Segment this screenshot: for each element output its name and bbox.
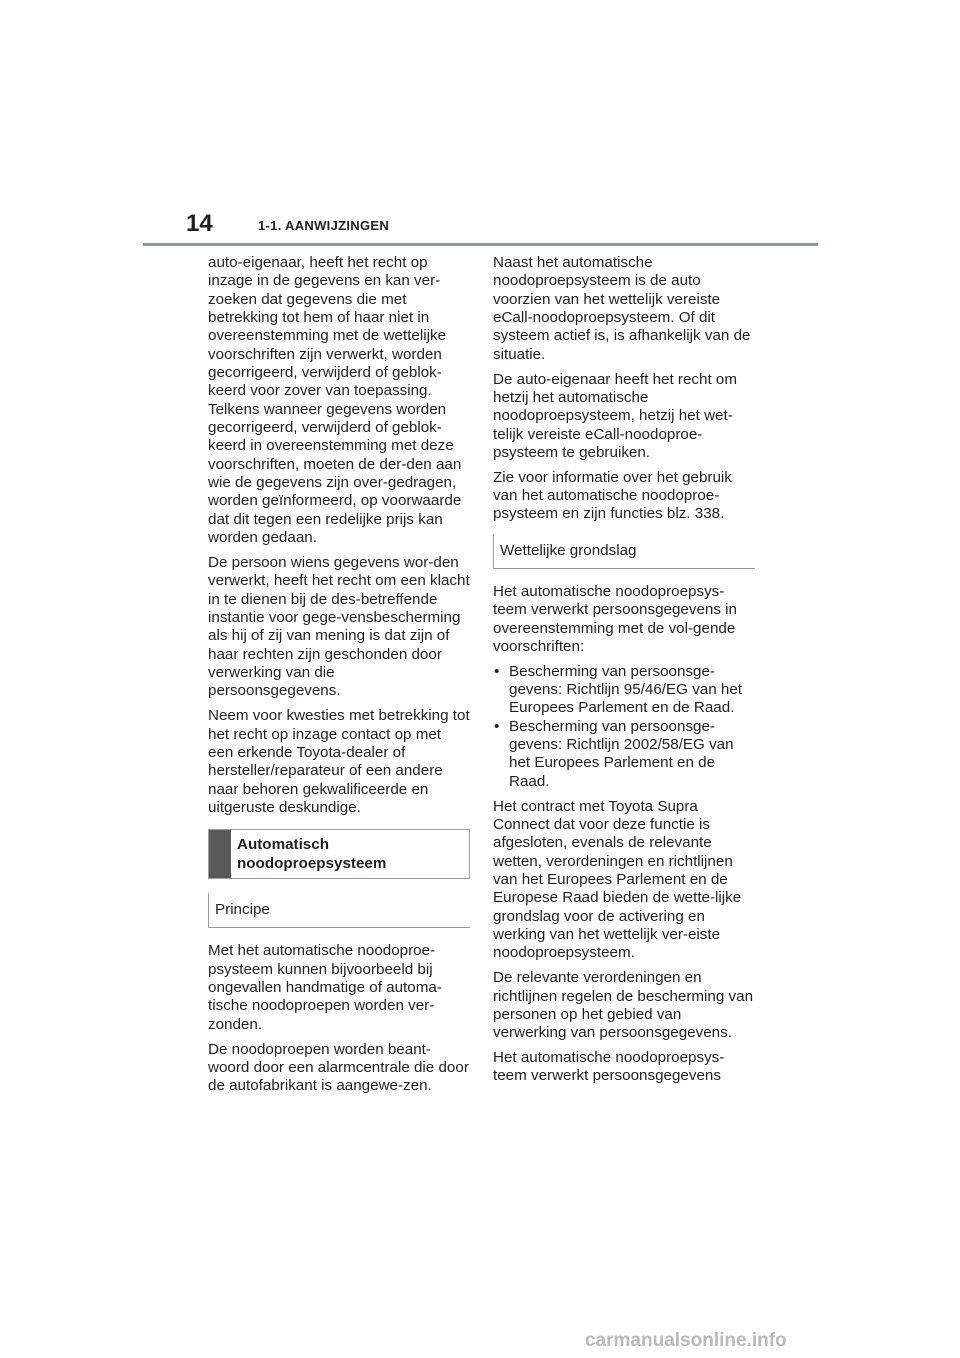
paragraph: Met het automatische noodoproe-psysteem kunnen bijvoorbeeld bij ongevallen handmatige of automa-tische noodoproepen worden ver-zonden. — [208, 942, 442, 1033]
right-column — [493, 254, 755, 1092]
list-item: • Bescherming van persoonsge-gevens: Richtlijn 2002/58/EG van het Europees Parlement en de Raad. — [493, 718, 755, 791]
paragraph: Naast het automatische noodoproepsysteem is de auto voorzien van het wettelijk vereiste eCall-noodoproepsysteem. Of dit systeem actief is, is afhankelijk van de situatie. — [493, 254, 751, 363]
page-number: 14 — [186, 210, 213, 237]
paragraph: Neem voor kwesties met betrekking tot het recht op inzage contact op met een erkende Toyota-dealer of hersteller/reparateur of een andere naar behoren gekwalificeerde en uitgeruste deskundige. — [208, 707, 470, 816]
paragraph: Het contract met Toyota Supra Connect dat voor deze functie is afgesloten, evenals de relevante wetten, verordeningen en richtlijnen van het Europees Parlement en de Europese Raad bieden de wette-lijke grondslag voor de activering en werking van het wettelijk ver-eiste noodoproepsysteem. — [493, 797, 742, 962]
left-column — [208, 254, 470, 1102]
sub-heading-principe: Principe — [208, 893, 470, 928]
list-item: • Bescherming van persoonsge-gevens: Richtlijn 95/46/EG van het Europees Parlement en de Raad. — [493, 663, 755, 718]
paragraph: Het automatische noodoproepsys-teem verwerkt persoonsgegevens in overeenstemming met de vol-gende voorschriften: — [493, 582, 737, 655]
paragraph: De noodoproepen worden beant-woord door een alarmcentrale die door de autofabrikant is aangewe-zen. — [208, 1040, 469, 1095]
section-title: 1-1. AANWIJZINGEN — [258, 218, 390, 233]
heading-bar — [209, 830, 231, 878]
paragraph: Het automatische noodoproepsys-teem verwerkt persoonsgegevens — [493, 1049, 725, 1085]
bullet-list — [493, 663, 755, 791]
block-heading-text: Automatisch noodoproepsysteem — [237, 836, 387, 872]
paragraph: De persoon wiens gegevens wor-den verwerkt, heeft het recht om een klacht in te dienen bij de des-betreffende instantie voor gege-vensbescherming als hij of zij van mening is dat zijn of haar rechten zijn geschonden door verwerking van die persoonsgegevens. — [208, 554, 470, 700]
paragraph: De relevante verordeningen en richtlijnen regelen de bescherming van personen op het gebied van verwerking van persoonsgegevens. — [493, 969, 754, 1042]
watermark: carmanualsonline.info — [585, 1330, 787, 1351]
header-divider — [143, 243, 818, 246]
paragraph: auto-eigenaar, heeft het recht op inzage in de gegevens en kan ver-zoeken dat gegevens die met betrekking tot hem of haar niet in overeenstemming met de wettelijke voorschriften zijn verwerkt, worden gecorrigeerd, verwijderd of geblok-keerd voor zover van toepassing. Telkens wanneer gegevens worden gecorrigeerd, verwijderd of geblok-keerd in overeenstemming met deze voorschriften, moeten de der-den aan wie de gegevens zijn over-gedragen, worden geïnformeerd, op voorwaarde dat dit tegen een redelijke prijs kan worden gedaan. — [208, 254, 462, 547]
paragraph: De auto-eigenaar heeft het recht om hetzij het automatische noodoproepsysteem, hetzij het wet-telijk vereiste eCall-noodoproe-psysteem te gebruiken. — [493, 370, 737, 461]
paragraph: Zie voor informatie over het gebruik van het automatische noodoproe-psysteem en zijn functies blz. 338. — [493, 468, 732, 523]
block-heading — [208, 829, 470, 879]
sub-heading-wettelijke-grondslag: Wettelijke grondslag — [493, 534, 755, 569]
